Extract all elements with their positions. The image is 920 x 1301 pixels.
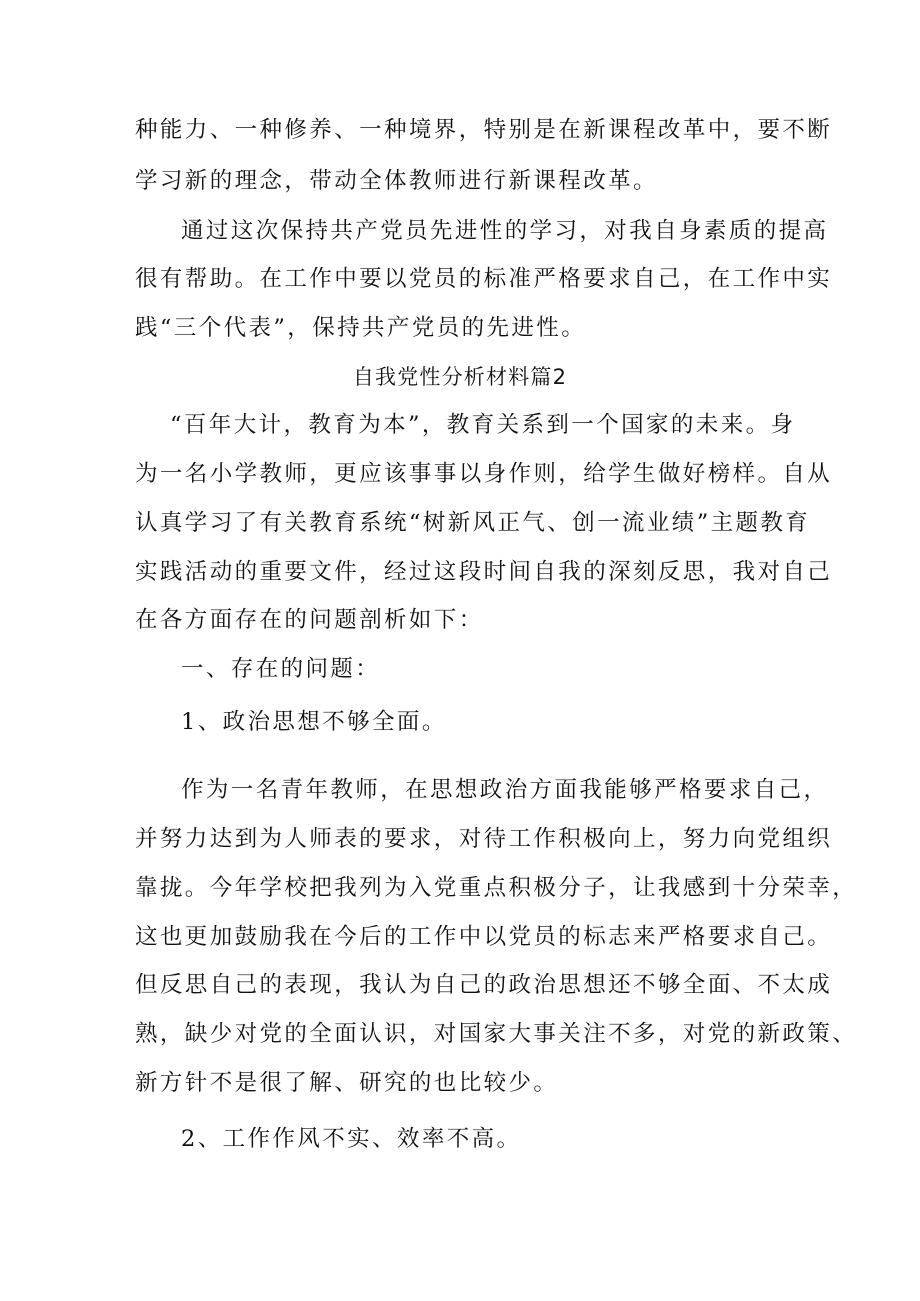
text-line: 新方针不是很了解、研究的也比较少。 bbox=[135, 1070, 559, 1096]
text-line: 在各方面存在的问题剖析如下： bbox=[135, 607, 484, 633]
subheading-2: 2、工作作风不实、效率不高。 bbox=[181, 1126, 522, 1152]
paragraph-start: 通过这次保持共产党员先进性的学习，对我自身素质的提高 bbox=[181, 218, 829, 244]
text-line: 靠拢。今年学校把我列为入党重点积极分子，让我感到十分荣幸， bbox=[135, 875, 858, 901]
text-line: 但反思自己的表现，我认为自己的政治思想还不够全面、不太成 bbox=[135, 972, 833, 998]
text-line: 学习新的理念，带动全体教师进行新课程改革。 bbox=[135, 168, 658, 194]
text-line: 践“三个代表”，保持共产党员的先进性。 bbox=[135, 315, 587, 341]
heading-issues: 一、存在的问题： bbox=[181, 656, 381, 682]
text-line: 并努力达到为人师表的要求，对待工作积极向上，努力向党组织 bbox=[135, 826, 833, 852]
text-line: 实践活动的重要文件，经过这段时间自我的深刻反思，我对自己 bbox=[135, 559, 833, 585]
paragraph-start: “百年大计，教育为本”，教育关系到一个国家的未来。身 bbox=[170, 412, 796, 438]
text-line: 为一名小学教师，更应该事事以身作则，给学生做好榜样。自从 bbox=[135, 461, 833, 487]
section-title: 自我党性分析材料篇2 bbox=[352, 365, 568, 389]
paragraph-start: 作为一名青年教师，在思想政治方面我能够严格要求自己， bbox=[181, 777, 829, 803]
subheading-1: 1、政治思想不够全面。 bbox=[181, 709, 447, 735]
text-line: 认真学习了有关教育系统“树新风正气、创一流业绩”主题教育 bbox=[135, 510, 811, 536]
text-line: 这也更加鼓励我在今后的工作中以党员的标志来严格要求自己。 bbox=[135, 924, 833, 950]
text-line: 熟，缺少对党的全面认识，对国家大事关注不多，对党的新政策、 bbox=[135, 1021, 858, 1047]
text-line: 种能力、一种修养、一种境界，特别是在新课程改革中，要不断 bbox=[135, 117, 833, 143]
text-line: 很有帮助。在工作中要以党员的标准严格要求自己，在工作中实 bbox=[135, 266, 833, 292]
